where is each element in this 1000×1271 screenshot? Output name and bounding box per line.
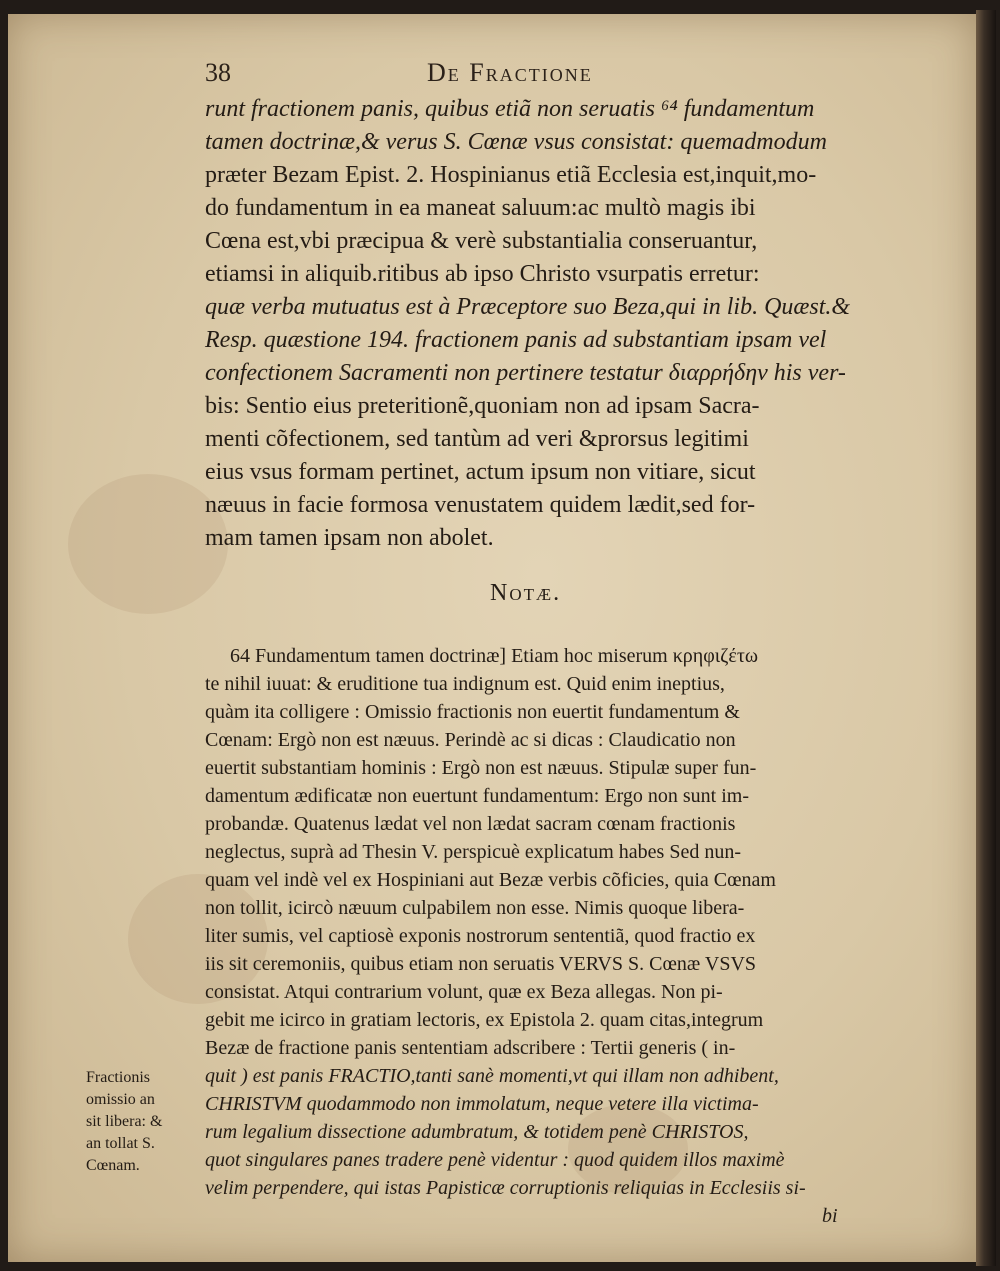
- note-line: Bezæ de fractione panis sententiam adscribere : Tertii generis ( in-: [205, 1037, 736, 1059]
- note-line: quit ) est panis FRACTIO,tanti sanè momenti,vt qui illam non adhibent,: [205, 1065, 779, 1087]
- note-line: iis sit ceremoniis, quibus etiam non seruatis VERVS S. Cœnæ VSVS: [205, 953, 757, 975]
- note-line: gebit me icirco in gratiam lectoris, ex Epistola 2. quam citas,integrum: [205, 1009, 764, 1031]
- text-line: næuus in facie formosa venustatem quidem lædit,sed for-: [205, 492, 756, 518]
- marginal-line: an tollat S.: [86, 1135, 155, 1152]
- text-line: præter Bezam Epist. 2. Hospinianus etiã Ecclesia est,inquit,mo-: [205, 162, 817, 188]
- text-line: do fundamentum in ea maneat saluum:ac multò magis ibi: [205, 195, 756, 221]
- note-line: te nihil iuuat: & eruditione tua indignum est. Quid enim ineptius,: [205, 673, 725, 695]
- text-line: quæ verba mutuatus est à Præceptore suo Beza,qui in lib. Quæst.&: [205, 294, 851, 320]
- text-line: confectionem Sacramenti non pertinere testatur διαρρήδην his ver-: [205, 360, 846, 386]
- note-line: 64 Fundamentum tamen doctrinæ] Etiam hoc miserum κρηφιζέτω: [230, 645, 759, 667]
- marginal-line: Cœnam.: [86, 1157, 140, 1174]
- note-line: CHRISTVM quodammodo non immolatum, neque vetere illa victima-: [205, 1093, 759, 1115]
- page-edge: [976, 10, 996, 1266]
- note-line: non tollit, icircò næuum culpabilem non esse. Nimis quoque libera-: [205, 897, 745, 919]
- marginal-line: sit libera: &: [86, 1113, 163, 1130]
- marginal-note: [86, 1067, 186, 1177]
- text-line: mam tamen ipsam non abolet.: [205, 525, 494, 551]
- note-line: neglectus, suprà ad Thesin V. perspicuè explicatum habes Sed nun-: [205, 841, 741, 863]
- running-title: De Fractione: [427, 58, 593, 87]
- text-line: bis: Sentio eius preteritionẽ,quoniam non ad ipsam Sacra-: [205, 393, 760, 419]
- text-line: tamen doctrinæ,& verus S. Cœnæ vsus consistat: quemadmodum: [205, 129, 827, 155]
- text-line: Resp. quæstione 194. fractionem panis ad substantiam ipsam vel: [205, 327, 827, 353]
- marginal-line: omissio an: [86, 1091, 155, 1108]
- note-line: Cœnam: Ergò non est næuus. Perindè ac si dicas : Claudicatio non: [205, 729, 736, 751]
- note-line: quot singulares panes tradere penè videntur : quod quidem illos maximè: [205, 1149, 785, 1171]
- text-line: runt fractionem panis, quibus etiã non seruatis ⁶⁴ fundamentum: [205, 96, 815, 122]
- text-line: menti cõfectionem, sed tantùm ad veri &prorsus legitimi: [205, 426, 749, 452]
- text-line: etiamsi in aliquib.ritibus ab ipso Christo vsurpatis erretur:: [205, 261, 760, 287]
- text-line: eius vsus formam pertinet, actum ipsum non vitiare, sicut: [205, 459, 756, 485]
- note-line: probandæ. Quatenus lædat vel non lædat sacram cœnam fractionis: [205, 813, 736, 835]
- note-line: rum legalium dissectione adumbratum, & totidem penè CHRISTOS,: [205, 1121, 749, 1143]
- page-number: 38: [205, 58, 231, 87]
- note-line: quàm ita colligere : Omissio fractionis non euertit fundamentum &: [205, 701, 740, 723]
- note-line: euertit substantiam hominis : Ergò non est næuus. Stipulæ super fun-: [205, 757, 757, 779]
- marginal-line: Fractionis: [86, 1069, 150, 1086]
- note-line: bi: [822, 1205, 838, 1227]
- page-header: [205, 58, 895, 98]
- note-line: damentum ædificatæ non euertunt fundamentum: Ergo non sunt im-: [205, 785, 749, 807]
- note-line: velim perpendere, qui istas Papisticæ corruptionis reliquias in Ecclesiis si-: [205, 1177, 806, 1199]
- note-line: quam vel indè vel ex Hospiniani aut Bezæ verbis cõficies, quia Cœnam: [205, 869, 776, 891]
- text-line: Cœna est,vbi præcipua & verè substantialia conseruantur,: [205, 228, 758, 254]
- note-line: consistat. Atqui contrarium volunt, quæ ex Beza allegas. Non pi-: [205, 981, 723, 1003]
- paper-stain: [68, 474, 228, 614]
- notes-heading: Notæ.: [490, 580, 562, 606]
- note-line: liter sumis, vel captiosè exponis nostrorum sententiã, quod fractio ex: [205, 925, 756, 947]
